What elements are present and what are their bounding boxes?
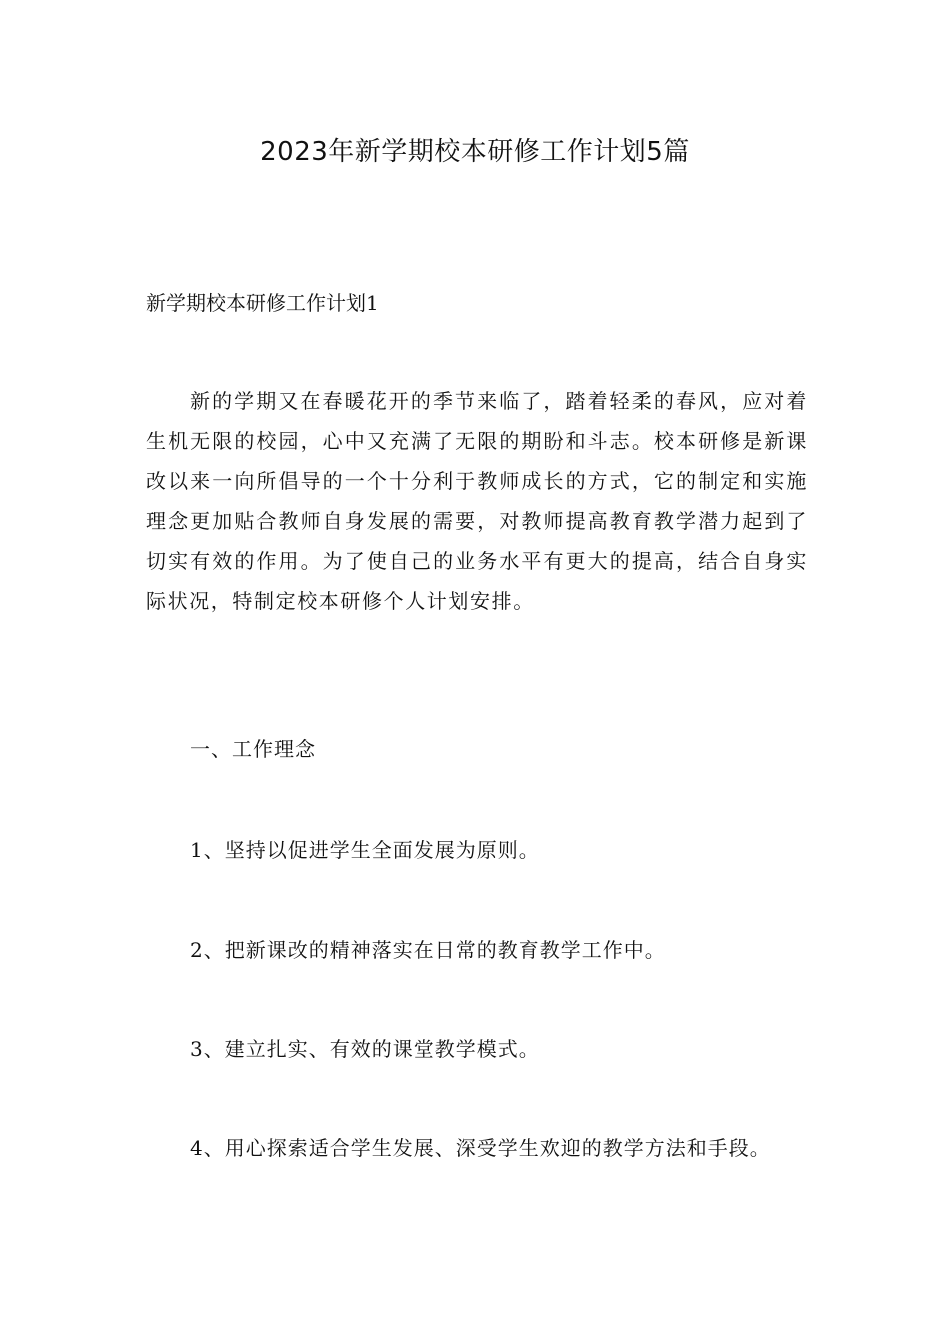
- list-item: 4、用心探索适合学生发展、深受学生欢迎的教学方法和手段。: [190, 1136, 771, 1160]
- heading-work-philosophy: 一、工作理念: [190, 737, 316, 761]
- list-item: 2、把新课改的精神落实在日常的教育教学工作中。: [190, 938, 666, 962]
- document-title: 2023年新学期校本研修工作计划5篇: [260, 137, 690, 167]
- intro-paragraph: 新的学期又在春暖花开的季节来临了，踏着轻柔的春风，应对着生机无限的校园，心中又充满了无限的期盼和斗志。校本研修是新课改以来一向所倡导的一个十分利于教师成长的方式，它的制定和实施理念更加贴合教师自身发展的需要，对教师提高教育教学潜力起到了切实有效的作用。为了使自己的业务水平有更大的提高，结合自身实际状况，特制定校本研修个人计划安排。: [146, 389, 808, 613]
- section-title: 新学期校本研修工作计划1: [146, 291, 379, 315]
- list-item: 3、建立扎实、有效的课堂教学模式。: [190, 1037, 540, 1061]
- list-item: 1、坚持以促进学生全面发展为原则。: [190, 838, 540, 862]
